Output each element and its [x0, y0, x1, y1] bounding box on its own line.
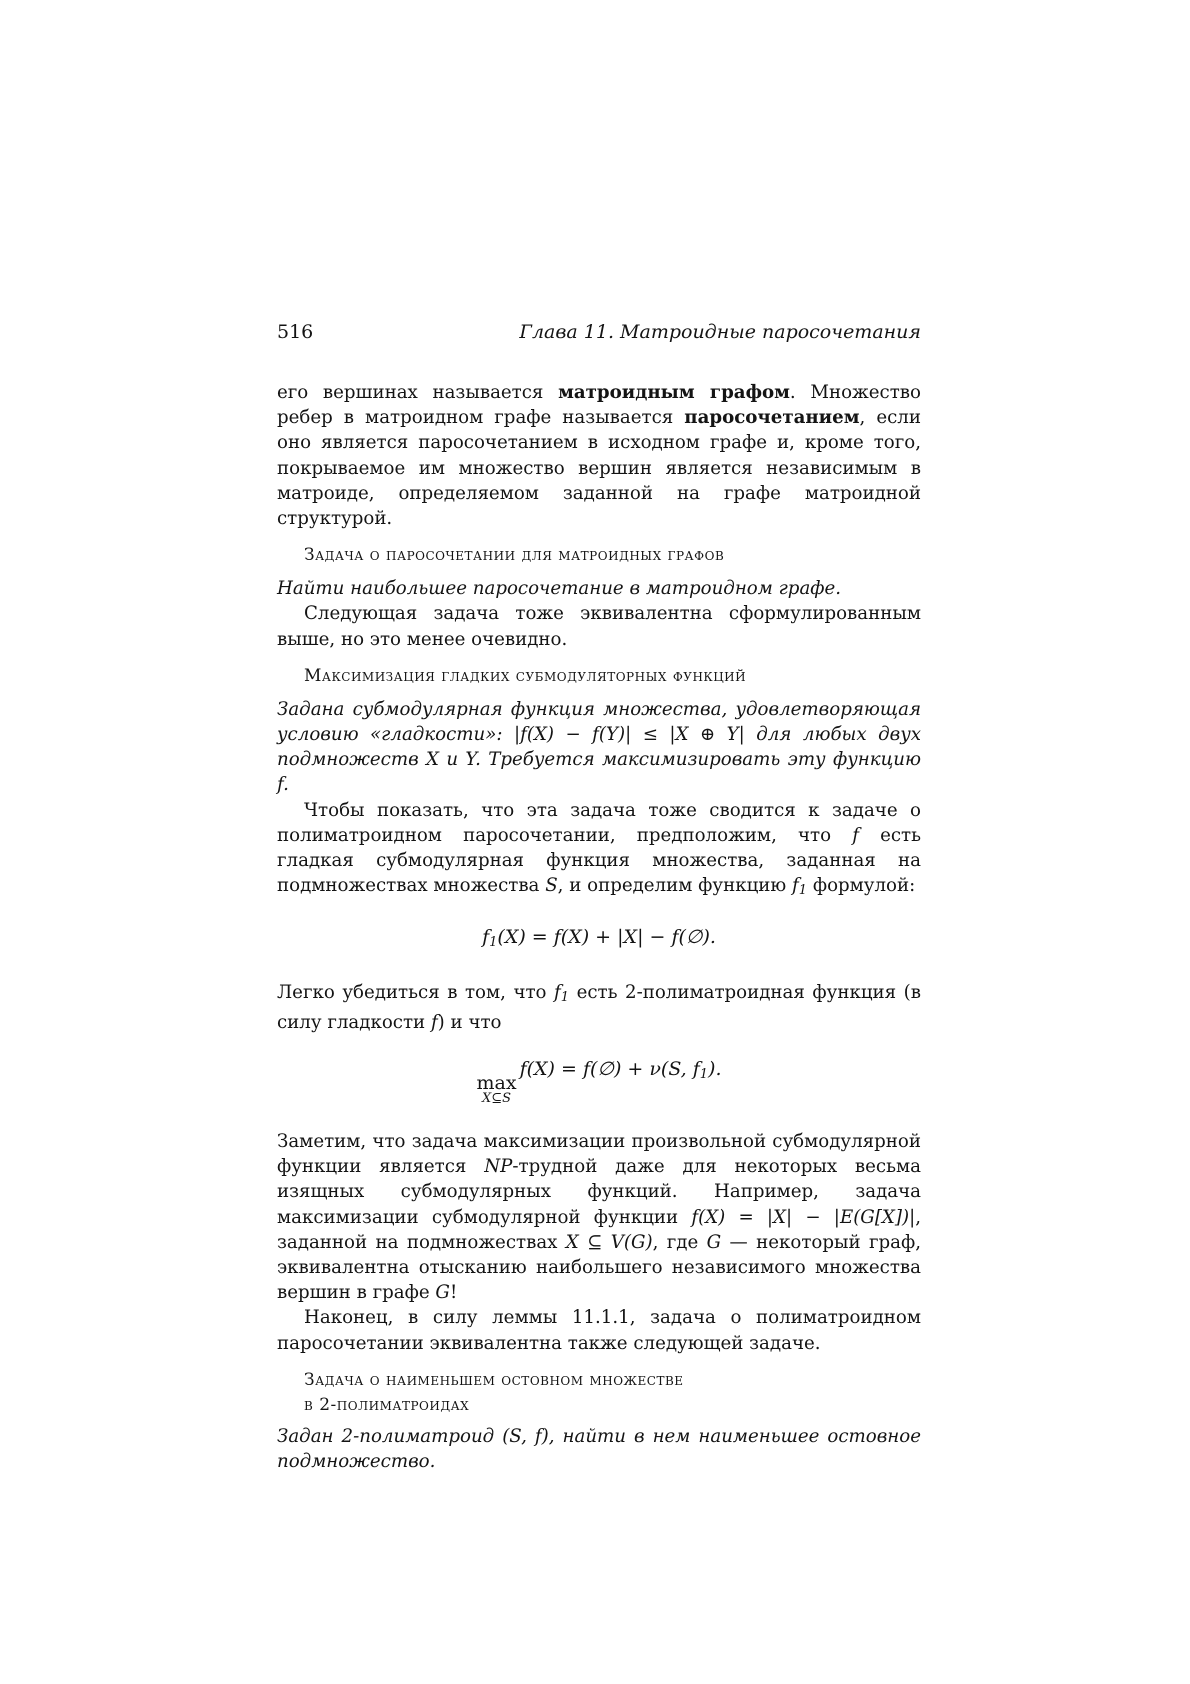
math-smoothness: |f(X) − f(Y)| ≤ |X ⊕ Y| [514, 724, 745, 746]
problem-statement-matroid-matching: Найти наибольшее паросочетание в матроидном графе. [277, 578, 842, 600]
math-subscript: 1 [489, 935, 498, 951]
text-run: — некоторый граф, эквивалентна отысканию наибольшего независимого множества вершин в графе [277, 1231, 921, 1304]
math-g: G [435, 1282, 450, 1304]
text-run: формулой: [807, 875, 916, 897]
text-run: есть 2-полиматроидная функция (в силу гладкости [277, 981, 921, 1033]
math-f: f [430, 1011, 438, 1033]
text-run: его вершинах называется [277, 382, 559, 403]
math-expression-tail: ). [708, 1058, 722, 1081]
math-subset: X ⊆ V(G) [565, 1231, 653, 1253]
math-g: G [706, 1231, 722, 1253]
math-subscript: 1 [798, 883, 808, 899]
problem-statement-spanning-set [277, 1424, 921, 1474]
max-operator [477, 1074, 517, 1105]
text-run: , где [652, 1231, 707, 1253]
text-run: . [283, 774, 289, 796]
math-np: NP [484, 1156, 513, 1178]
math-pair: (S, f) [502, 1425, 549, 1447]
text-run: для любых двух подмножеств [277, 724, 922, 771]
paragraph-equivalence: Следующая задача тоже эквивалентна сформулированным выше, но это менее очевидно. [277, 603, 921, 650]
math-f: f [482, 926, 490, 949]
problem-title-smooth-submodular: Максимизация гладких субмодуляторных функций [304, 665, 747, 686]
running-title: Глава 11. Матроидные паросочетания [519, 321, 921, 343]
max-subscript: X⊆S [482, 1091, 512, 1107]
paragraph-polymatroid-function [277, 980, 921, 1035]
text-run: ) и что [437, 1011, 502, 1033]
text-run: и [438, 749, 466, 771]
text-run: , найти в нем наименьшее остовное подмножество. [277, 1425, 922, 1473]
text-run: ! [449, 1282, 458, 1304]
problem-statement-smooth-submodular [277, 697, 921, 798]
paragraph-lemma: Наконец, в силу леммы 11.1.1, задача о полиматроидном паросочетании эквивалентна также следующей задаче. [277, 1307, 921, 1354]
text-run: Заметим, что задача максимизации произвольной субмодулярной функции является [277, 1131, 921, 1178]
problem-title-matroid-matching: Задача о паросочетании для матроидных графов [304, 545, 725, 566]
text-run: есть гладкая субмодулярная функция множества, заданная на подмножествах множества [277, 824, 921, 897]
text-run: . Требуется максимизировать эту функцию [475, 749, 922, 771]
page-header [277, 321, 921, 351]
math-subscript: 1 [699, 1067, 709, 1083]
term-matching: паросочетанием [684, 407, 860, 429]
text-run: , и определим функцию [557, 875, 793, 897]
problem-title-spanning-set [304, 1368, 921, 1418]
text-run: , заданной на подмножествах [277, 1206, 921, 1253]
paragraph-reduction [277, 798, 921, 904]
math-s: S [545, 875, 558, 897]
math-subscript: 1 [560, 989, 570, 1005]
text-run: Чтобы показать, что эта задача тоже сводится к задаче о полиматроидном паросочетании, предположим, что [277, 799, 921, 846]
problem-title-line: Задача о наименьшем остовном множестве [304, 1369, 684, 1390]
problem-title-line: в 2-полиматроидах [304, 1394, 470, 1415]
math-x: X [426, 749, 439, 771]
text-run: Легко убедиться в том, что [277, 981, 555, 1003]
math-f: f [852, 824, 859, 846]
paragraph-matroid-graph [277, 380, 921, 531]
math-expression: f(X) = f(∅) + ν(S, f [519, 1058, 700, 1081]
math-function-example: f(X) = |X| − |E(G[X])| [691, 1206, 916, 1228]
paragraph-np-hard [277, 1129, 921, 1305]
text-run: -трудной даже для некоторых весьма изящных субмодулярных функций. Например, задача максимизации субмодулярной функции [277, 1156, 921, 1228]
page-number: 516 [277, 321, 314, 343]
text-run: . Множество ребер в матроидном графе называется [277, 382, 921, 429]
math-f1: f [554, 981, 561, 1003]
math-expression: (X) = f(X) + |X| − f(∅). [497, 926, 716, 949]
formula-f1-definition [277, 925, 921, 955]
term-matroid-graph: матроидным графом [558, 382, 790, 403]
text-run: , если оно является паросочетанием в исходном графе и, кроме того, покрываемое им множество вершин является независимым в матроиде, определяемом заданной на графе матроидной структурой. [277, 407, 921, 530]
main-text [277, 380, 921, 1474]
text-run: Задан 2-полиматроид [277, 1425, 503, 1447]
math-f: f [277, 774, 284, 796]
math-y: Y [465, 749, 476, 771]
formula-max-identity [277, 1057, 921, 1105]
max-label: max [476, 1072, 517, 1095]
math-f1: f [792, 875, 799, 897]
text-run: Задана субмодулярная функция множества, удовлетворяющая условию «гладкости»: [277, 698, 921, 746]
